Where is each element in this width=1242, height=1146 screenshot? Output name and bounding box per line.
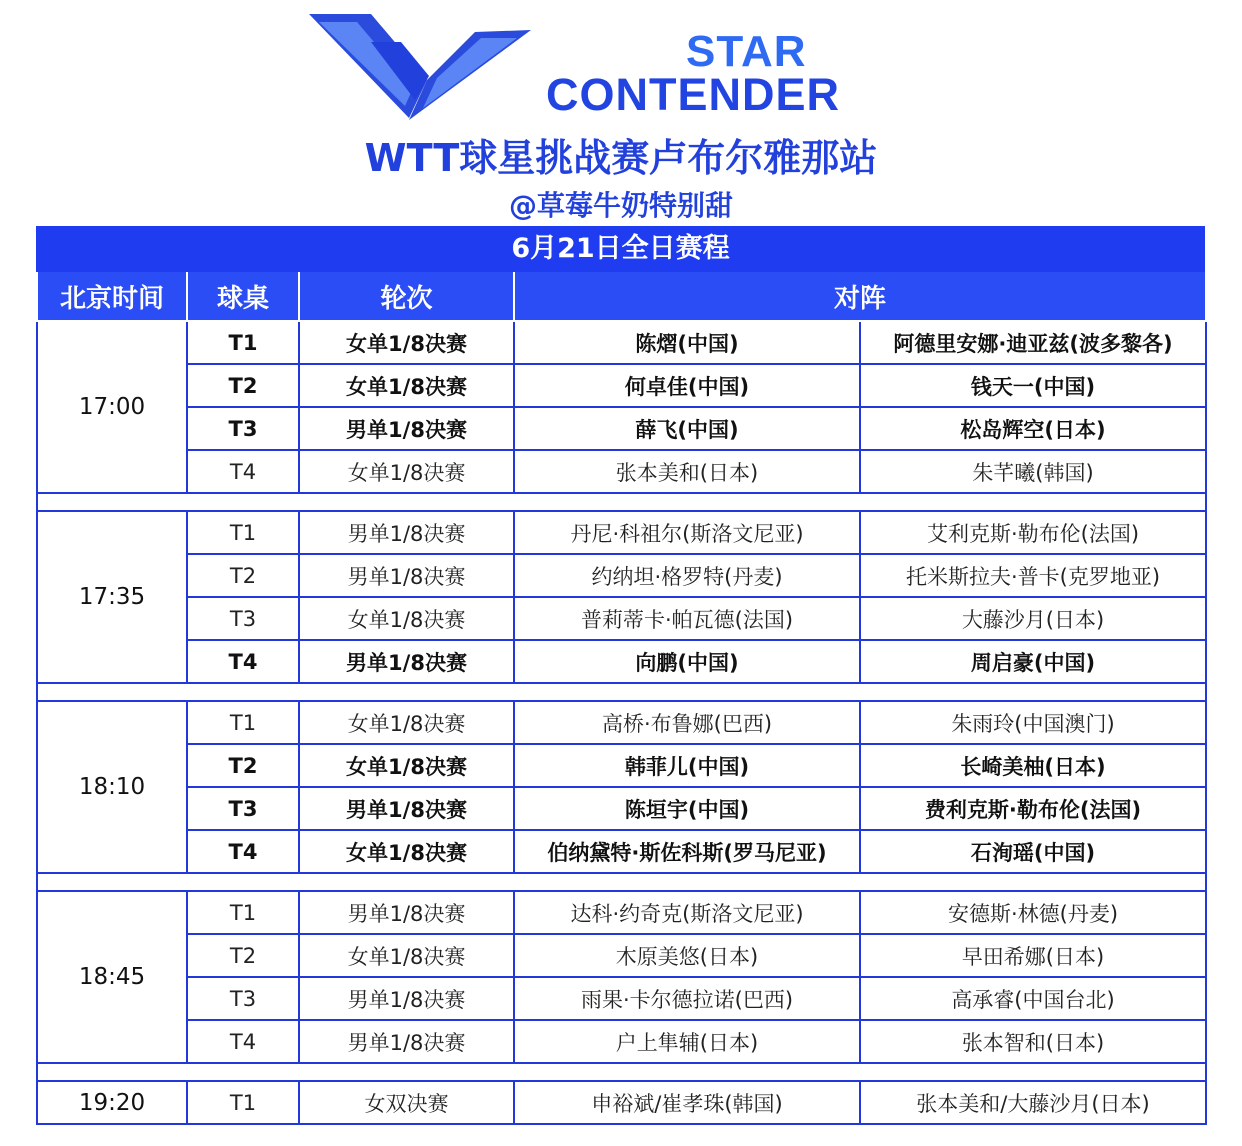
separator-cell bbox=[37, 1063, 1206, 1081]
group-separator bbox=[37, 1063, 1206, 1081]
table-number-cell: T4 bbox=[187, 830, 299, 873]
player2-cell: 张本智和(日本) bbox=[860, 1020, 1206, 1063]
table-row bbox=[37, 450, 1206, 493]
table-row bbox=[37, 934, 1206, 977]
table-row bbox=[37, 830, 1206, 873]
player1-cell: 申裕斌/崔孝珠(韩国) bbox=[514, 1081, 860, 1124]
group-separator bbox=[37, 873, 1206, 891]
table-number-cell: T2 bbox=[187, 744, 299, 787]
table-number-cell: T3 bbox=[187, 597, 299, 640]
time-cell: 17:35 bbox=[37, 511, 187, 683]
round-cell: 女单1/8决赛 bbox=[299, 364, 514, 407]
table-row bbox=[37, 364, 1206, 407]
player1-cell: 陈垣宇(中国) bbox=[514, 787, 860, 830]
separator-cell bbox=[37, 683, 1206, 701]
round-cell: 男单1/8决赛 bbox=[299, 407, 514, 450]
table-number-cell: T1 bbox=[187, 701, 299, 744]
day-heading: 6月21日全日赛程 bbox=[36, 226, 1205, 272]
table-row bbox=[37, 744, 1206, 787]
round-cell: 男单1/8决赛 bbox=[299, 554, 514, 597]
round-cell: 男单1/8决赛 bbox=[299, 787, 514, 830]
player1-cell: 伯纳黛特·斯佐科斯(罗马尼亚) bbox=[514, 830, 860, 873]
table-number-cell: T1 bbox=[187, 321, 299, 364]
player1-cell: 普莉蒂卡·帕瓦德(法国) bbox=[514, 597, 860, 640]
player2-cell: 艾利克斯·勒布伦(法国) bbox=[860, 511, 1206, 554]
round-cell: 男单1/8决赛 bbox=[299, 640, 514, 683]
table-row bbox=[37, 640, 1206, 683]
player1-cell: 向鹏(中国) bbox=[514, 640, 860, 683]
table-row bbox=[37, 891, 1206, 934]
table-number-cell: T1 bbox=[187, 891, 299, 934]
table-number-cell: T4 bbox=[187, 1020, 299, 1063]
round-cell: 女单1/8决赛 bbox=[299, 321, 514, 364]
player1-cell: 达科·约奇克(斯洛文尼亚) bbox=[514, 891, 860, 934]
round-cell: 男单1/8决赛 bbox=[299, 1020, 514, 1063]
table-row bbox=[37, 407, 1206, 450]
round-cell: 女单1/8决赛 bbox=[299, 934, 514, 977]
col-round-header: 轮次 bbox=[299, 272, 514, 321]
round-cell: 女单1/8决赛 bbox=[299, 450, 514, 493]
time-cell: 18:45 bbox=[37, 891, 187, 1063]
player2-cell: 长崎美柚(日本) bbox=[860, 744, 1206, 787]
table-row bbox=[37, 787, 1206, 830]
player1-cell: 丹尼·科祖尔(斯洛文尼亚) bbox=[514, 511, 860, 554]
table-row bbox=[37, 511, 1206, 554]
separator-cell bbox=[37, 493, 1206, 511]
player1-cell: 雨果·卡尔德拉诺(巴西) bbox=[514, 977, 860, 1020]
separator-cell bbox=[37, 873, 1206, 891]
group-separator bbox=[37, 493, 1206, 511]
table-number-cell: T3 bbox=[187, 977, 299, 1020]
player2-cell: 石洵瑶(中国) bbox=[860, 830, 1206, 873]
schedule-table bbox=[36, 272, 1207, 1125]
group-separator bbox=[37, 683, 1206, 701]
author-handle: @草莓牛奶特别甜 bbox=[508, 189, 733, 222]
col-table-header: 球桌 bbox=[187, 272, 299, 321]
player2-cell: 钱天一(中国) bbox=[860, 364, 1206, 407]
table-number-cell: T2 bbox=[187, 364, 299, 407]
table-row bbox=[37, 1081, 1206, 1124]
round-cell: 女单1/8决赛 bbox=[299, 597, 514, 640]
col-matchup-header: 对阵 bbox=[514, 272, 1206, 321]
round-cell: 男单1/8决赛 bbox=[299, 977, 514, 1020]
page-title: WTT球星挑战赛卢布尔雅那站 bbox=[364, 136, 878, 180]
player1-cell: 韩菲儿(中国) bbox=[514, 744, 860, 787]
player1-cell: 张本美和(日本) bbox=[514, 450, 860, 493]
header-row bbox=[37, 272, 1206, 321]
table-row bbox=[37, 597, 1206, 640]
player2-cell: 高承睿(中国台北) bbox=[860, 977, 1206, 1020]
player2-cell: 安德斯·林德(丹麦) bbox=[860, 891, 1206, 934]
round-cell: 男单1/8决赛 bbox=[299, 891, 514, 934]
table-row bbox=[37, 977, 1206, 1020]
player1-cell: 薛飞(中国) bbox=[514, 407, 860, 450]
player1-cell: 高桥·布鲁娜(巴西) bbox=[514, 701, 860, 744]
table-row bbox=[37, 1020, 1206, 1063]
player2-cell: 阿德里安娜·迪亚兹(波多黎各) bbox=[860, 321, 1206, 364]
player2-cell: 朱芊曦(韩国) bbox=[860, 450, 1206, 493]
player1-cell: 户上隼辅(日本) bbox=[514, 1020, 860, 1063]
logo-contender-text: CONTENDER bbox=[546, 69, 841, 120]
table-row bbox=[37, 321, 1206, 364]
time-cell: 18:10 bbox=[37, 701, 187, 873]
player2-cell: 费利克斯·勒布伦(法国) bbox=[860, 787, 1206, 830]
table-number-cell: T2 bbox=[187, 934, 299, 977]
table-number-cell: T4 bbox=[187, 450, 299, 493]
table-number-cell: T1 bbox=[187, 1081, 299, 1124]
player2-cell: 托米斯拉夫·普卡(克罗地亚) bbox=[860, 554, 1206, 597]
player2-cell: 大藤沙月(日本) bbox=[860, 597, 1206, 640]
player2-cell: 张本美和/大藤沙月(日本) bbox=[860, 1081, 1206, 1124]
player2-cell: 早田希娜(日本) bbox=[860, 934, 1206, 977]
table-number-cell: T3 bbox=[187, 407, 299, 450]
round-cell: 女双决赛 bbox=[299, 1081, 514, 1124]
table-number-cell: T4 bbox=[187, 640, 299, 683]
time-cell: 19:20 bbox=[37, 1081, 187, 1124]
table-number-cell: T2 bbox=[187, 554, 299, 597]
round-cell: 男单1/8决赛 bbox=[299, 511, 514, 554]
table-row bbox=[37, 554, 1206, 597]
table-number-cell: T3 bbox=[187, 787, 299, 830]
round-cell: 女单1/8决赛 bbox=[299, 744, 514, 787]
logo-star-text: STAR bbox=[686, 27, 807, 76]
table-row bbox=[37, 701, 1206, 744]
player1-cell: 何卓佳(中国) bbox=[514, 364, 860, 407]
round-cell: 女单1/8决赛 bbox=[299, 701, 514, 744]
player2-cell: 朱雨玲(中国澳门) bbox=[860, 701, 1206, 744]
player2-cell: 松岛辉空(日本) bbox=[860, 407, 1206, 450]
col-time-header: 北京时间 bbox=[37, 272, 187, 321]
player1-cell: 陈熠(中国) bbox=[514, 321, 860, 364]
table-number-cell: T1 bbox=[187, 511, 299, 554]
player1-cell: 木原美悠(日本) bbox=[514, 934, 860, 977]
player2-cell: 周启豪(中国) bbox=[860, 640, 1206, 683]
time-cell: 17:00 bbox=[37, 321, 187, 493]
wtt-logo-icon bbox=[305, 8, 545, 126]
player1-cell: 约纳坦·格罗特(丹麦) bbox=[514, 554, 860, 597]
round-cell: 女单1/8决赛 bbox=[299, 830, 514, 873]
